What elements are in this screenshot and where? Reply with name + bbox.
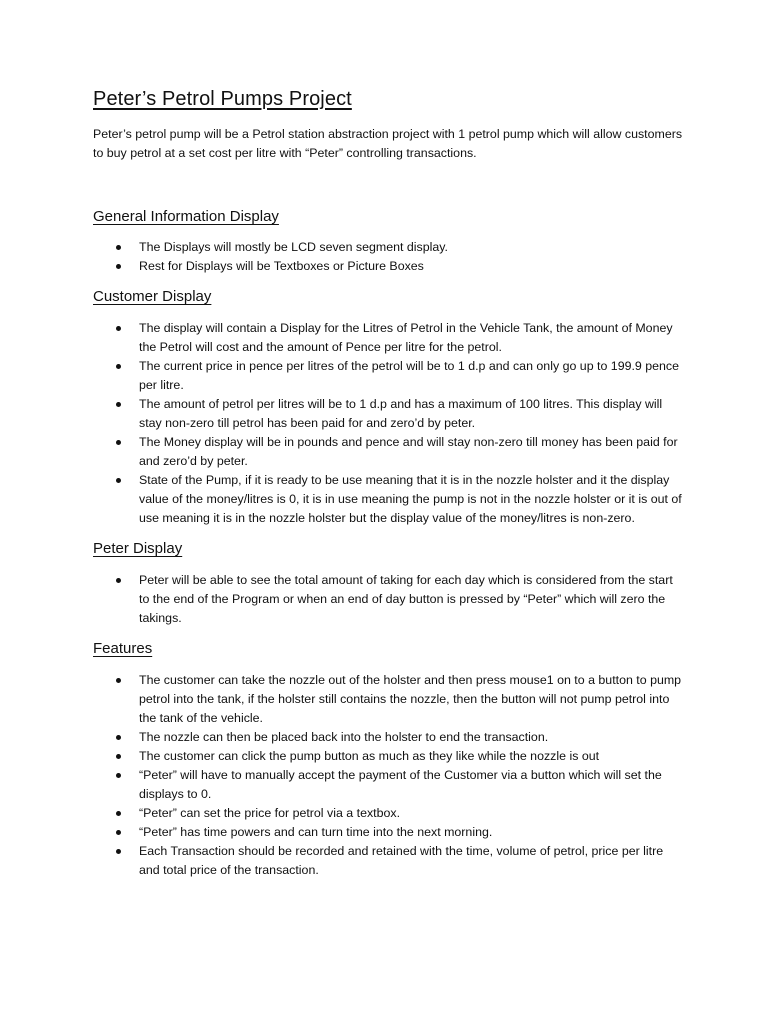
list-item: “Peter” will have to manually accept the payment of the Customer via a button which will set the displays to 0.	[93, 766, 683, 804]
bullet-icon	[116, 678, 121, 683]
bullet-list-peter-display	[93, 571, 683, 628]
list-item: The Money display will be in pounds and pence and will stay non-zero till money has been paid for and zero’d by peter.	[93, 433, 683, 471]
document-title: Peter’s Petrol Pumps Project	[93, 88, 352, 110]
bullet-list-customer-display	[93, 319, 683, 528]
bullet-icon	[116, 811, 121, 816]
list-item: The customer can take the nozzle out of the holster and then press mouse1 on to a button to pump petrol into the tank, if the holster still contains the nozzle, then the button will not pump petrol into the tank of the vehicle.	[93, 671, 683, 728]
list-item: “Peter” has time powers and can turn time into the next morning.	[93, 823, 683, 842]
bullet-icon	[116, 478, 121, 483]
list-item: The display will contain a Display for the Litres of Petrol in the Vehicle Tank, the amount of Money the Petrol will cost and the amount of Pence per litre for the petrol.	[93, 319, 683, 357]
list-item: Peter will be able to see the total amount of taking for each day which is considered from the start to the end of the Program or when an end of day button is pressed by “Peter” which will zero the takings.	[93, 571, 683, 628]
bullet-icon	[116, 773, 121, 778]
section-heading-peter-display: Peter Display	[93, 540, 183, 557]
bullet-icon	[116, 578, 121, 583]
bullet-list-features	[93, 671, 683, 880]
bullet-icon	[116, 402, 121, 407]
list-item: Each Transaction should be recorded and retained with the time, volume of petrol, price per litre and total price of the transaction.	[93, 842, 683, 880]
bullet-icon	[116, 245, 121, 250]
list-item: State of the Pump, if it is ready to be use meaning that it is in the nozzle holster and it the display value of the money/litres is 0, it is in use meaning the pump is not in the nozzle holster or it is out of use meaning it is in the nozzle holster but the display value of the money/litres is non-zero.	[93, 471, 683, 528]
bullet-icon	[116, 326, 121, 331]
bullet-icon	[116, 264, 121, 269]
section-heading-general-information-display: General Information Display	[93, 208, 279, 225]
list-item: The current price in pence per litres of the petrol will be to 1 d.p and can only go up to 199.9 pence per litre.	[93, 357, 683, 395]
bullet-icon	[116, 830, 121, 835]
document-page	[93, 88, 683, 880]
list-item: The amount of petrol per litres will be to 1 d.p and has a maximum of 100 litres. This display will stay non-zero till petrol has been paid for and zero’d by peter.	[93, 395, 683, 433]
list-item: “Peter” can set the price for petrol via a textbox.	[93, 804, 683, 823]
bullet-icon	[116, 440, 121, 445]
bullet-icon	[116, 735, 121, 740]
list-item: The Displays will mostly be LCD seven segment display.	[93, 238, 683, 257]
bullet-icon	[116, 849, 121, 854]
section-heading-features: Features	[93, 640, 153, 657]
list-item: Rest for Displays will be Textboxes or Picture Boxes	[93, 257, 683, 276]
list-item: The nozzle can then be placed back into the holster to end the transaction.	[93, 728, 683, 747]
bullet-icon	[116, 364, 121, 369]
list-item: The customer can click the pump button as much as they like while the nozzle is out	[93, 747, 683, 766]
section-heading-customer-display: Customer Display	[93, 288, 212, 305]
bullet-icon	[116, 754, 121, 759]
intro-paragraph: Peter’s petrol pump will be a Petrol station abstraction project with 1 petrol pump which will allow customers to buy petrol at a set cost per litre with “Peter” controlling transactions.	[93, 127, 683, 160]
bullet-list-general-information	[93, 238, 683, 276]
